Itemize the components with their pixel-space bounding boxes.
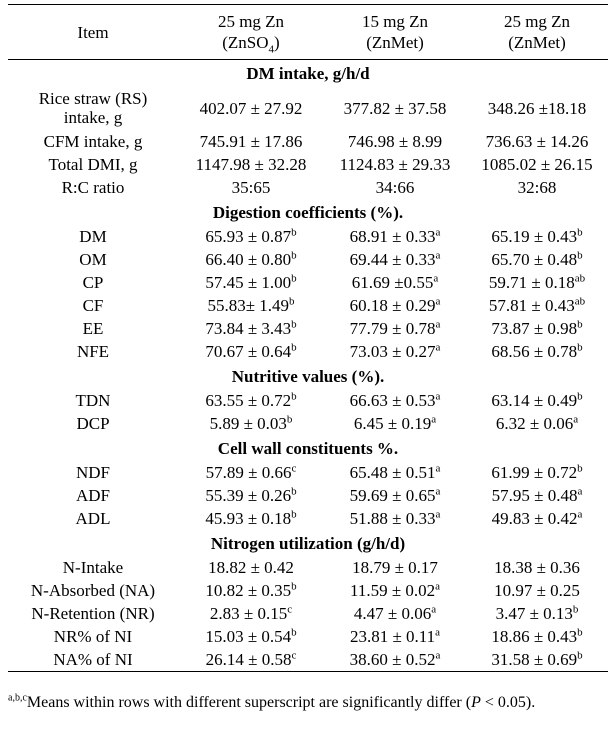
- value-cell: 65.48 ± 0.51$^a$: [349, 462, 441, 482]
- table-row: [8, 86, 608, 130]
- header-col-1: [178, 5, 324, 60]
- significance-superscript: a: [433, 272, 439, 285]
- header-col-2: [324, 5, 466, 60]
- value-cell: 402.07 ± 27.92: [199, 98, 303, 118]
- table-row: [8, 153, 608, 176]
- significance-superscript: b: [577, 390, 583, 403]
- significance-superscript: c: [291, 649, 297, 662]
- significance-superscript: a: [435, 485, 441, 498]
- row-label: DCP: [76, 414, 110, 433]
- value-cell: 77.79 ± 0.78$^a$: [349, 318, 441, 338]
- significance-superscript: b: [291, 341, 297, 354]
- value-cell: 377.82 ± 37.58: [343, 98, 447, 118]
- value-cell: 60.18 ± 0.29$^a$: [349, 295, 441, 315]
- significance-superscript: a: [435, 649, 441, 662]
- row-label: CFM intake, g: [43, 132, 143, 151]
- section-title: Nitrogen utilization (g/h/d): [210, 533, 406, 553]
- header-item: Item: [77, 22, 109, 42]
- section-header-row: [8, 60, 608, 87]
- significance-superscript: b: [291, 580, 297, 593]
- value-cell: 38.60 ± 0.52$^a$: [349, 649, 441, 669]
- table-row: [8, 412, 608, 435]
- significance-superscript: b: [572, 603, 579, 616]
- table-row: [8, 602, 608, 625]
- table-row: [8, 271, 608, 294]
- significance-superscript: c: [287, 603, 293, 616]
- significance-superscript: a: [573, 413, 579, 426]
- row-label: DM: [79, 227, 107, 246]
- header-col-3-line1: 25 mg Zn: [503, 12, 571, 31]
- value-cell: 57.89 ± 0.66$^c$: [205, 462, 297, 482]
- value-cell: 68.91 ± 0.33$^a$: [349, 226, 441, 246]
- value-cell: 59.69 ± 0.65$^a$: [349, 485, 441, 505]
- section-title: DM intake, g/h/d: [246, 63, 370, 83]
- value-cell: 745.91 ± 17.86: [199, 132, 303, 151]
- value-cell: 736.63 ± 14.26: [485, 132, 589, 151]
- row-label: TDN: [75, 391, 111, 410]
- value-cell: 70.67 ± 0.64$^b$: [205, 341, 297, 361]
- value-cell: 26.14 ± 0.58$^c$: [205, 649, 297, 669]
- footnote-text-end: < 0.05).: [480, 694, 536, 711]
- value-cell: 23.81 ± 0.11$^a$: [349, 626, 441, 646]
- row-label: N-Absorbed (NA): [30, 581, 156, 600]
- table-row: [8, 556, 608, 579]
- significance-superscript: a: [435, 390, 441, 403]
- table-row: [8, 648, 608, 671]
- value-cell: 57.81 ± 0.43$^{ab}$: [488, 295, 586, 315]
- significance-superscript: b: [577, 226, 583, 239]
- table-row: [8, 507, 608, 530]
- table-row: [8, 176, 608, 199]
- header-col-3: [466, 5, 608, 60]
- value-cell: 73.87 ± 0.98$^b$: [491, 318, 583, 338]
- value-cell: 6.45 ± 0.19$^a$: [353, 413, 437, 433]
- value-cell: 18.86 ± 0.43$^b$: [491, 626, 583, 646]
- significance-superscript: b: [291, 226, 297, 239]
- header-col-1-line2: (ZnSO$_4$): [222, 33, 280, 56]
- value-cell: 5.89 ± 0.03$^b$: [209, 413, 293, 433]
- row-label: ADL: [75, 509, 111, 528]
- value-cell: 55.83± 1.49$^b$: [207, 295, 295, 315]
- row-label: CF: [82, 296, 104, 315]
- table-row: [8, 579, 608, 602]
- header-col-2-line1: 15 mg Zn: [361, 12, 429, 31]
- row-label: NR% of NI: [53, 627, 133, 646]
- value-cell: 18.79 ± 0.17: [352, 558, 438, 577]
- row-label: CP: [82, 273, 104, 292]
- significance-superscript: b: [291, 626, 297, 639]
- value-cell: 63.14 ± 0.49$^b$: [491, 390, 583, 410]
- header-col-1-line1: 25 mg Zn: [217, 12, 285, 31]
- value-cell: 73.03 ± 0.27$^a$: [349, 341, 441, 361]
- value-cell: 57.95 ± 0.48$^a$: [491, 485, 583, 505]
- value-cell: 32:68: [517, 178, 557, 197]
- table-row: [8, 225, 608, 248]
- header-row: [8, 5, 608, 60]
- value-cell: 1124.83 ± 29.33: [339, 155, 451, 174]
- table-body: [8, 60, 608, 672]
- section-title: Digestion coefficients (%).: [212, 202, 404, 222]
- significance-superscript: ab: [574, 295, 586, 308]
- significance-superscript: c: [291, 462, 297, 475]
- row-label: EE: [82, 319, 104, 338]
- value-cell: 3.47 ± 0.13$^b$: [495, 603, 579, 623]
- value-cell: 51.88 ± 0.33$^a$: [349, 508, 441, 528]
- significance-superscript: b: [577, 249, 583, 262]
- significance-superscript: a: [435, 508, 441, 521]
- value-cell: 73.84 ± 3.43$^b$: [205, 318, 297, 338]
- table-row: [8, 461, 608, 484]
- table-row: [8, 248, 608, 271]
- row-label: R:C ratio: [61, 178, 125, 197]
- significance-superscript: a: [431, 413, 437, 426]
- significance-superscript: b: [577, 462, 583, 475]
- value-cell: 61.69 ±0.55$^a$: [351, 272, 439, 292]
- significance-superscript: b: [286, 413, 293, 426]
- significance-superscript: b: [291, 485, 297, 498]
- section-header-row: [8, 435, 608, 461]
- significance-superscript: b: [291, 249, 297, 262]
- significance-superscript: a: [431, 603, 437, 616]
- significance-superscript: b: [577, 341, 583, 354]
- value-cell: 49.83 ± 0.42$^a$: [491, 508, 583, 528]
- significance-superscript: a: [435, 341, 441, 354]
- table-row: [8, 389, 608, 412]
- value-cell: 10.97 ± 0.25: [494, 581, 580, 600]
- section-header-row: [8, 530, 608, 556]
- value-cell: 1085.02 ± 26.15: [481, 155, 593, 174]
- row-label: Total DMI, g: [48, 155, 138, 174]
- row-label: NA% of NI: [53, 649, 133, 669]
- row-label: OM: [79, 250, 107, 269]
- header-col-2-line2: (ZnMet): [366, 33, 424, 52]
- row-label: ADF: [75, 486, 110, 505]
- value-cell: 348.26 ±18.18: [487, 98, 587, 118]
- section-title: Cell wall constituents %.: [217, 438, 399, 458]
- value-cell: 65.70 ± 0.48$^b$: [491, 249, 583, 269]
- table-row: [8, 340, 608, 363]
- table-row: [8, 317, 608, 340]
- value-cell: 45.93 ± 0.18$^b$: [205, 508, 297, 528]
- significance-superscript: b: [577, 649, 583, 662]
- row-label: Rice straw (RS) intake, g: [38, 89, 148, 127]
- significance-superscript: b: [291, 272, 297, 285]
- value-cell: 2.83 ± 0.15$^c$: [209, 603, 293, 623]
- value-cell: 18.38 ± 0.36: [494, 558, 580, 577]
- table-row: [8, 625, 608, 648]
- value-cell: 59.71 ± 0.18$^{ab}$: [488, 272, 586, 292]
- significance-superscript: b: [577, 626, 583, 639]
- value-cell: 65.19 ± 0.43$^b$: [491, 226, 583, 246]
- value-cell: 18.82 ± 0.42: [208, 558, 294, 577]
- table-row: [8, 484, 608, 507]
- significance-superscript: a: [435, 462, 441, 475]
- significance-superscript: a: [435, 249, 441, 262]
- table-page: [0, 4, 614, 746]
- footnote-text: Means within rows with different superscript are significantly differ (: [26, 694, 472, 711]
- footnote-p: P: [471, 694, 481, 711]
- footnote: [8, 692, 608, 714]
- value-cell: 63.55 ± 0.72$^b$: [205, 390, 297, 410]
- value-cell: 65.93 ± 0.87$^b$: [205, 226, 297, 246]
- significance-superscript: b: [289, 295, 295, 308]
- significance-superscript: a: [435, 626, 441, 639]
- value-cell: 57.45 ± 1.00$^b$: [205, 272, 297, 292]
- value-cell: 55.39 ± 0.26$^b$: [205, 485, 297, 505]
- value-cell: 31.58 ± 0.69$^b$: [491, 649, 583, 669]
- row-label: NFE: [76, 342, 110, 361]
- row-label: NDF: [75, 463, 110, 482]
- significance-superscript: b: [291, 318, 297, 331]
- row-label: N-Intake: [62, 558, 124, 577]
- value-cell: 6.32 ± 0.06$^a$: [495, 413, 579, 433]
- significance-superscript: a: [435, 226, 441, 239]
- section-title: Nutritive values (%).: [231, 366, 385, 386]
- table-header: [8, 5, 608, 60]
- significance-superscript: a: [577, 485, 583, 498]
- value-cell: 66.63 ± 0.53$^a$: [349, 390, 441, 410]
- row-label: N-Retention (NR): [31, 604, 155, 623]
- table-row: [8, 294, 608, 317]
- significance-superscript: b: [577, 318, 583, 331]
- value-cell: 66.40 ± 0.80$^b$: [205, 249, 297, 269]
- value-cell: 10.82 ± 0.35$^b$: [205, 580, 297, 600]
- significance-superscript: b: [291, 390, 297, 403]
- value-cell: 11.59 ± 0.02$^a$: [349, 580, 441, 600]
- value-cell: 4.47 ± 0.06$^a$: [353, 603, 437, 623]
- section-header-row: [8, 199, 608, 225]
- significance-superscript: a: [435, 295, 441, 308]
- value-cell: 35:65: [231, 178, 271, 197]
- significance-superscript: a: [435, 580, 441, 593]
- significance-superscript: a: [435, 318, 441, 331]
- section-header-row: [8, 363, 608, 389]
- significance-superscript: a: [577, 508, 583, 521]
- value-cell: 34:66: [375, 178, 415, 197]
- value-cell: 61.99 ± 0.72$^b$: [491, 462, 583, 482]
- value-cell: 15.03 ± 0.54$^b$: [205, 626, 297, 646]
- value-cell: 746.98 ± 8.99: [347, 132, 443, 151]
- value-cell: 68.56 ± 0.78$^b$: [491, 341, 583, 361]
- table-row: [8, 130, 608, 153]
- significance-superscript: b: [291, 508, 297, 521]
- value-cell: 69.44 ± 0.33$^a$: [349, 249, 441, 269]
- results-table: [8, 4, 608, 672]
- value-cell: 1147.98 ± 32.28: [195, 155, 307, 174]
- footnote-superscript: a,b,c: [8, 692, 27, 704]
- header-col-3-line2: (ZnMet): [508, 33, 566, 52]
- significance-superscript: ab: [574, 272, 586, 285]
